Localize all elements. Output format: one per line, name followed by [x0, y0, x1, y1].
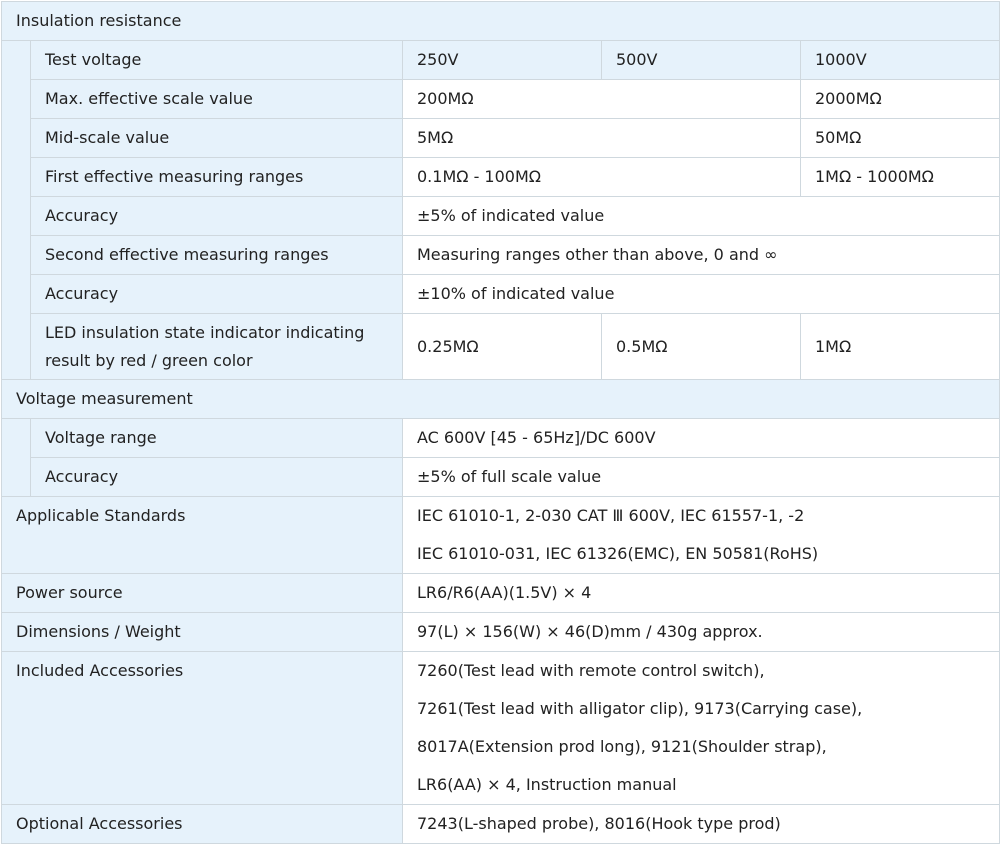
table-row	[2, 80, 1000, 119]
row-label-optional: Optional Accessories	[2, 805, 403, 844]
table-row	[2, 419, 1000, 458]
cell-led-500v: 0.5MΩ	[602, 314, 801, 380]
standards-line: IEC 61010-031, IEC 61326(EMC), EN 50581(RoHS)	[417, 544, 819, 563]
table-row	[2, 458, 1000, 497]
table-row	[2, 41, 1000, 80]
included-line: 7260(Test lead with remote control switch),	[417, 661, 765, 680]
table-row	[2, 574, 1000, 613]
included-line: 7261(Test lead with alligator clip), 9173(Carrying case),	[417, 699, 863, 718]
cell-led-250v: 0.25MΩ	[403, 314, 602, 380]
standards-line: IEC 61010-1, 2-030 CAT Ⅲ 600V, IEC 61557-1, -2	[417, 506, 805, 525]
cell-standards-value	[403, 497, 1000, 574]
row-label-max-scale: Max. effective scale value	[31, 80, 403, 119]
cell-250v: 250V	[403, 41, 602, 80]
cell-power-value: LR6/R6(AA)(1.5V) × 4	[403, 574, 1000, 613]
cell-max-scale-high: 2000MΩ	[801, 80, 1000, 119]
row-label-second-range: Second effective measuring ranges	[31, 236, 403, 275]
led-label-line: LED insulation state indicator indicating	[45, 322, 365, 342]
indent-spacer	[2, 41, 31, 380]
cell-accuracy-value: ±10% of indicated value	[403, 275, 1000, 314]
table-row	[2, 497, 1000, 574]
table-row	[2, 652, 1000, 805]
indent-spacer	[2, 419, 31, 497]
included-line: 8017A(Extension prod long), 9121(Shoulder strap),	[417, 737, 827, 756]
cell-second-range-value: Measuring ranges other than above, 0 and ∞	[403, 236, 1000, 275]
row-label-first-range: First effective measuring ranges	[31, 158, 403, 197]
cell-500v: 500V	[602, 41, 801, 80]
section-voltage-row	[2, 380, 1000, 419]
table-row	[2, 236, 1000, 275]
section-title-voltage: Voltage measurement	[2, 380, 1000, 419]
cell-mid-scale-high: 50MΩ	[801, 119, 1000, 158]
table-row	[2, 613, 1000, 652]
spec-table	[1, 1, 1000, 844]
table-row	[2, 119, 1000, 158]
cell-first-range-high: 1MΩ - 1000MΩ	[801, 158, 1000, 197]
row-label-mid-scale: Mid-scale value	[31, 119, 403, 158]
led-label-line: result by red / green color	[45, 350, 253, 370]
cell-mid-scale-low: 5MΩ	[403, 119, 801, 158]
row-label-test-voltage: Test voltage	[31, 41, 403, 80]
row-label-dimensions: Dimensions / Weight	[2, 613, 403, 652]
row-label-power: Power source	[2, 574, 403, 613]
cell-1000v: 1000V	[801, 41, 1000, 80]
table-row	[2, 805, 1000, 844]
included-line: LR6(AA) × 4, Instruction manual	[417, 775, 677, 794]
cell-max-scale-low: 200MΩ	[403, 80, 801, 119]
row-label-led-indicator	[31, 314, 403, 380]
row-label-standards: Applicable Standards	[2, 497, 403, 574]
table-row	[2, 314, 1000, 380]
row-label-voltage-range: Voltage range	[31, 419, 403, 458]
table-row	[2, 275, 1000, 314]
cell-optional-value: 7243(L-shaped probe), 8016(Hook type prod)	[403, 805, 1000, 844]
cell-dimensions-value: 97(L) × 156(W) × 46(D)mm / 430g approx.	[403, 613, 1000, 652]
row-label-included: Included Accessories	[2, 652, 403, 805]
cell-included-value	[403, 652, 1000, 805]
table-row	[2, 197, 1000, 236]
cell-accuracy-value: ±5% of indicated value	[403, 197, 1000, 236]
section-title-insulation: Insulation resistance	[2, 2, 1000, 41]
row-label-accuracy: Accuracy	[31, 275, 403, 314]
cell-voltage-range-value: AC 600V [45 - 65Hz]/DC 600V	[403, 419, 1000, 458]
table-row	[2, 158, 1000, 197]
row-label-accuracy: Accuracy	[31, 197, 403, 236]
cell-led-1000v: 1MΩ	[801, 314, 1000, 380]
section-insulation-row	[2, 2, 1000, 41]
cell-accuracy-value: ±5% of full scale value	[403, 458, 1000, 497]
row-label-accuracy: Accuracy	[31, 458, 403, 497]
cell-first-range-low: 0.1MΩ - 100MΩ	[403, 158, 801, 197]
